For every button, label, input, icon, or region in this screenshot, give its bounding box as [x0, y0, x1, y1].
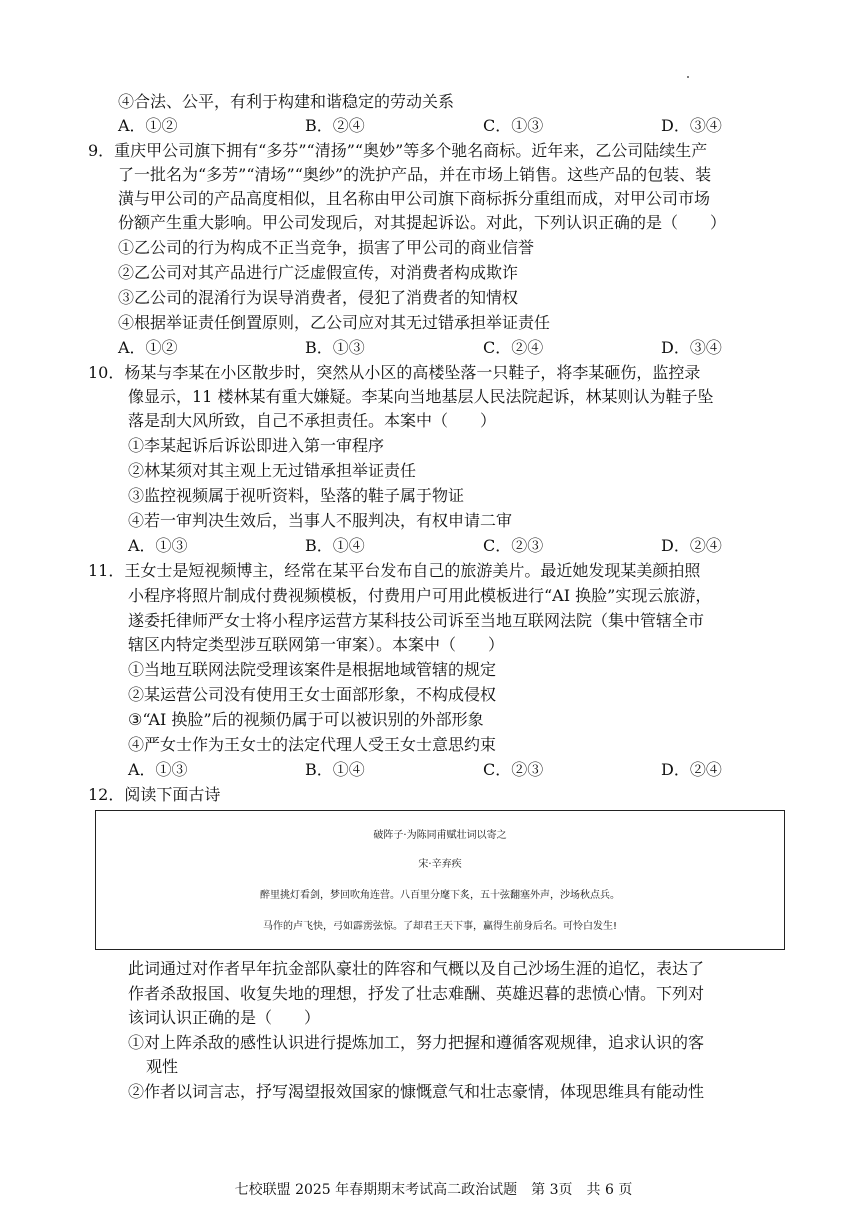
q9-item-4: ④根据举证责任倒置原则，乙公司应对其无过错承担举证责任: [118, 313, 551, 332]
q10-stem-line: 10．杨某与李某在小区散步时，突然从小区的高楼坠落一只鞋子，将李某砸伤，监控录: [88, 363, 701, 382]
q10-option-b: B．①④: [305, 536, 365, 555]
q10-option-d: D．②④: [661, 536, 722, 555]
q9-option-b: B．①③: [305, 338, 365, 357]
q8-option-d: D．③④: [661, 116, 722, 135]
q10-stem-line: 像显示，11 楼林某有重大嫌疑。李某向当地基层人民法院起诉，林某则认为鞋子坠: [128, 387, 714, 406]
q11-item-1: ①当地互联网法院受理该案件是根据地域管辖的规定: [128, 660, 497, 679]
q10-item-4: ④若一审判决生效后，当事人不服判决，有权申请二审: [128, 511, 513, 530]
q9-item-3: ③乙公司的混淆行为误导消费者，侵犯了消费者的知情权: [118, 288, 519, 307]
q9-option-d: D．③④: [661, 338, 722, 357]
poem-line: 醉里挑灯看剑，梦回吹角连营。八百里分麾下炙，五十弦翻塞外声，沙场秋点兵。: [260, 890, 620, 901]
poem-title: 破阵子·为陈同甫赋壮词以寄之: [373, 830, 507, 841]
q12-item-1: ①对上阵杀敌的感性认识进行提炼加工，努力把握和遵循客观规律，追求认识的客: [128, 1033, 705, 1052]
q9-stem-line: 份额产生重大影响。甲公司发现后，对其提起诉讼。对此，下列认识正确的是（ ）: [118, 213, 727, 232]
q11-stem-line: 11．王女士是短视频博主，经常在某平台发布自己的旅游美片。最近她发现某美颜拍照: [88, 561, 701, 580]
q8-option-a: A．①②: [118, 116, 178, 135]
q10-stem-line: 落是刮大风所致，自己不承担责任。本案中（ ）: [128, 411, 497, 430]
q10-item-1: ①李某起诉后诉讼即进入第一审程序: [128, 436, 385, 455]
poem-author: 宋·辛弃疾: [418, 859, 462, 870]
poem-box: [95, 810, 785, 950]
poem-line: 马作的卢飞快，弓如霹雳弦惊。了却君王天下事，赢得生前身后名。可怜白发生!: [262, 921, 617, 932]
q12-stem-line: 作者杀敌报国、收复失地的理想，抒发了壮志难酬、英雄迟暮的悲愤心情。下列对: [128, 984, 705, 1003]
q10-item-2: ②林某须对其主观上无过错承担举证责任: [128, 461, 417, 480]
q12-stem-line: 该词认识正确的是（ ）: [128, 1008, 321, 1027]
q12-stem-line: 此词通过对作者早年抗金部队豪壮的阵容和气概以及自己沙场生涯的追忆，表达了: [128, 959, 705, 978]
q11-stem-line: 遂委托律师严女士将小程序运营方某科技公司诉至当地互联网法院（集中管辖全市: [128, 611, 705, 630]
q10-item-3: ③监控视频属于视听资料，坠落的鞋子属于物证: [128, 486, 465, 505]
q9-item-2: ②乙公司对其产品进行广泛虚假宣传，对消费者构成欺诈: [118, 263, 519, 282]
q9-stem-line: 了一批名为“多芳”“清场”“奥纱”的洗护产品，并在市场上销售。这些产品的包装、装: [118, 165, 712, 184]
q9-stem-line: 9．重庆甲公司旗下拥有“多芬”“清扬”“奥妙”等多个驰名商标。近年来，乙公司陆续生产: [88, 141, 708, 160]
q9-stem-line: 潢与甲公司的产品高度相似，且名称由甲公司旗下商标拆分重组而成，对甲公司市场: [118, 189, 711, 208]
q11-option-d: D．②④: [661, 760, 722, 779]
page-footer: 七校联盟 2025 年春期期末考试高二政治试题 第 3页 共 6 页: [234, 1182, 633, 1198]
q11-item-2: ②某运营公司没有使用王女士面部形象，不构成侵权: [128, 685, 497, 704]
q8-item-4: ④合法、公平，有利于构建和谐稳定的劳动关系: [118, 92, 455, 111]
scan-dot: [687, 76, 689, 78]
q9-item-1: ①乙公司的行为构成不正当竞争，损害了甲公司的商业信誉: [118, 238, 535, 257]
q9-option-c: C．②④: [483, 338, 544, 357]
q10-option-c: C．②③: [483, 536, 544, 555]
q11-option-a: A．①③: [128, 760, 188, 779]
q9-option-a: A．①②: [118, 338, 178, 357]
q12-intro: 12．阅读下面古诗: [88, 785, 221, 804]
q12-item-1-continued: 观性: [146, 1057, 179, 1076]
q11-stem-line: 辖区内特定类型涉互联网第一审案）。本案中（ ）: [128, 635, 505, 654]
q10-option-a: A．①③: [128, 536, 188, 555]
q11-item-4: ④严女士作为王女士的法定代理人受王女士意思约束: [128, 735, 497, 754]
q11-item-3: ③“AI 换脸”后的视频仍属于可以被识别的外部形象: [128, 710, 484, 729]
q11-stem-line: 小程序将照片制成付费视频模板，付费用户可用此模板进行“AI 换脸”实现云旅游，: [128, 586, 712, 605]
q11-option-c: C．②③: [483, 760, 544, 779]
q8-option-c: C．①③: [483, 116, 544, 135]
q12-item-2: ②作者以词言志，抒写渴望报效国家的慷慨意气和壮志豪情，体现思维具有能动性: [128, 1082, 705, 1101]
q11-option-b: B．①④: [305, 760, 365, 779]
q8-option-b: B．②④: [305, 116, 365, 135]
